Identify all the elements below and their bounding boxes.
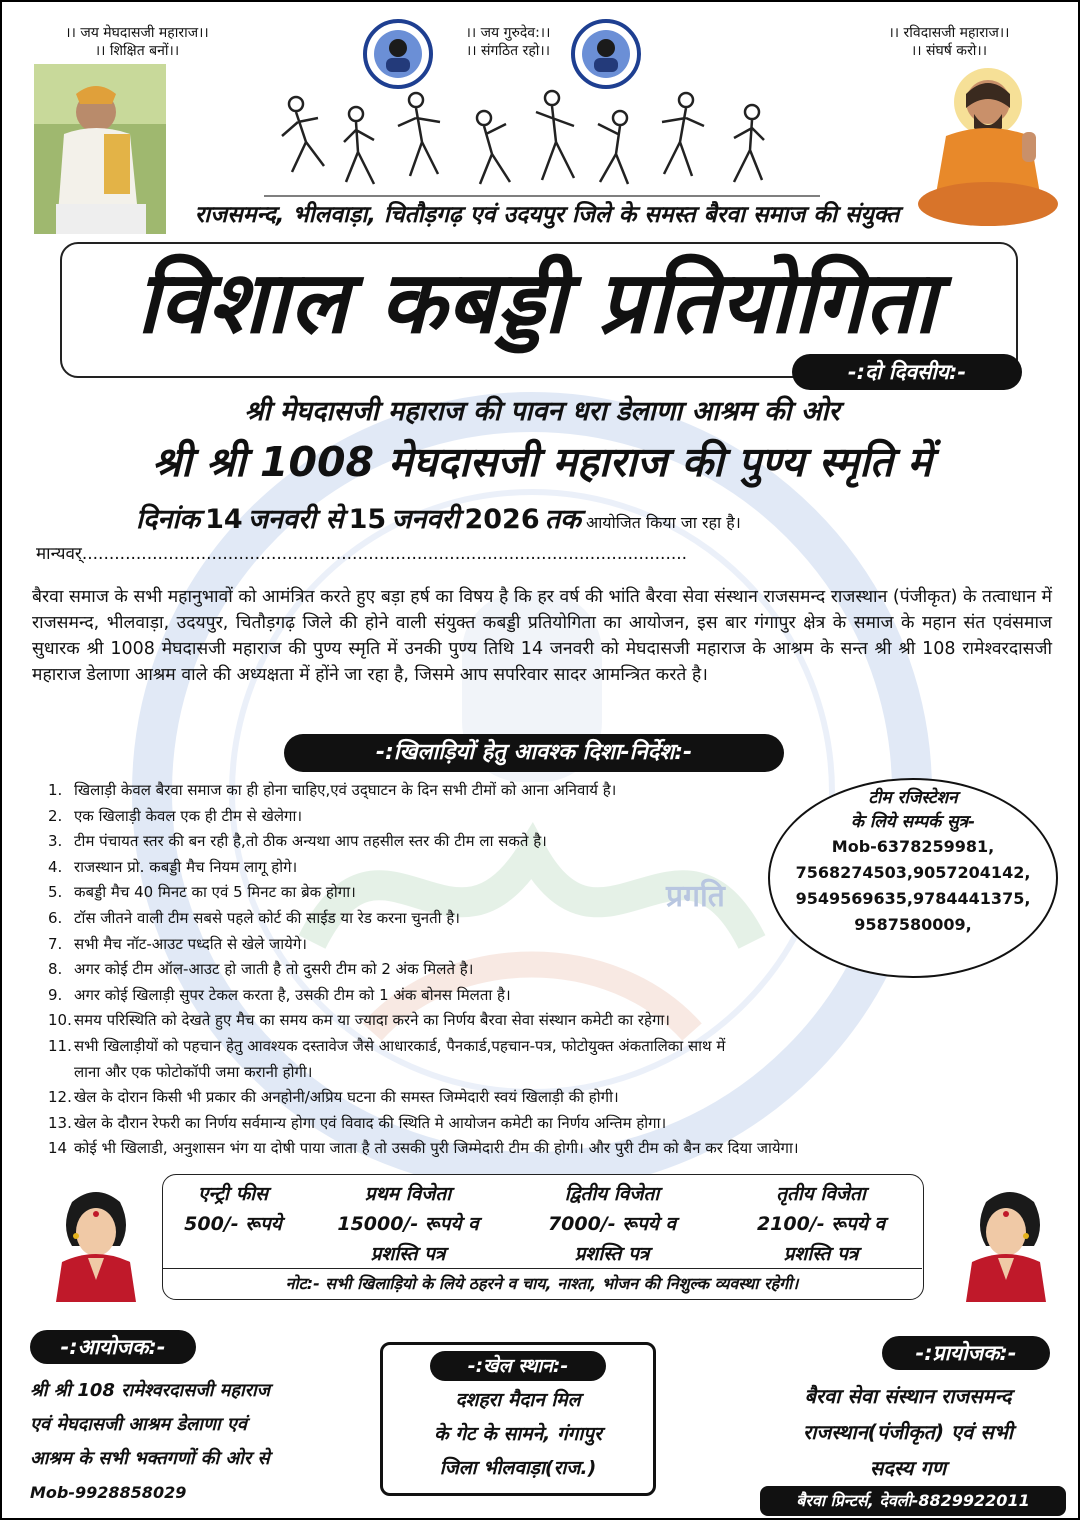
duration-badge: -:दो दिवसीय:- bbox=[792, 354, 1022, 390]
left-slogan-1: ।। जय मेघदासजी महाराज।। bbox=[65, 25, 209, 41]
first-extra: प्रशस्ति पत्र bbox=[370, 1243, 446, 1265]
entry-label: एन्ट्री फीस bbox=[198, 1183, 268, 1205]
rule-number: 10. bbox=[48, 1011, 72, 1030]
rule-number: 2. bbox=[48, 806, 63, 825]
date-end: 15 bbox=[348, 504, 387, 535]
rule-text: राजस्थान प्रो. कबड्डी मैच नियम लागू होगे। bbox=[74, 857, 298, 876]
rule-number: 8. bbox=[48, 960, 63, 979]
rule-text: खेल के दोरान किसी भी प्रकार की अनहोनी/अप्रिय घटना की समस्त जिम्मेदारी स्वयं खिलाड़ी की होगी। bbox=[74, 1088, 619, 1107]
prize-third bbox=[723, 1179, 919, 1269]
entry-value: 500/- रूपये bbox=[184, 1213, 282, 1235]
center-slogan-1: ।। जय गुरुदेव:।। bbox=[465, 25, 551, 41]
rule-text: कबड्डी मैच 40 मिनट का एवं 5 मिनट का ब्रेक होगा। bbox=[74, 883, 356, 902]
contact-line-4: 7568274503,9057204142, bbox=[795, 863, 1031, 882]
third-label: तृतीय विजेता bbox=[776, 1183, 866, 1205]
prize-entry bbox=[165, 1179, 301, 1239]
rule-item bbox=[48, 983, 1068, 1009]
organizer-heading: -:आयोजक:- bbox=[30, 1330, 196, 1364]
month-end: जनवरी bbox=[391, 504, 460, 535]
venue-line-3: जिला भीलवाड़ा(राज.) bbox=[439, 1457, 597, 1479]
rule-number: 9. bbox=[48, 985, 63, 1004]
center-slogans bbox=[442, 24, 574, 60]
right-slogan-2: ।। संघर्ष करो।। bbox=[910, 43, 988, 59]
sponsor-line-2: राजस्थान(पंजीकृत) एवं सभी bbox=[803, 1420, 1013, 1444]
rules-heading: -:खिलाड़ियों हेतु आवश्क दिशा-निर्देश:- bbox=[284, 734, 784, 772]
rule-text: अगर कोई टीम ऑल-आउट हो जाती है तो दुसरी टीम को 2 अंक मिलते है। bbox=[74, 960, 474, 979]
namaste-figure-left bbox=[32, 1182, 156, 1306]
contact-line-1: टीम रजिस्टेशन bbox=[868, 788, 958, 808]
rule-number: 4. bbox=[48, 857, 63, 876]
rule-text: एक खिलाड़ी केवल एक ही टीम से खेलेगा। bbox=[74, 806, 303, 825]
rule-text: खिलाड़ी केवल बैरवा समाज का ही होना चाहिए,एवं उद्‌घाटन के दिन सभी टीमों को आना अनिवार्य है। bbox=[74, 781, 617, 799]
center-slogan-2: ।। संगठित रहो।। bbox=[466, 43, 550, 59]
organizer-mobile: Mob-9928858029 bbox=[30, 1483, 187, 1502]
samaj-logo-left bbox=[362, 18, 434, 90]
rule-number: 12. bbox=[48, 1088, 72, 1107]
facility-note: नोट:- सभी खिलाड़ियो के लिये ठहरने व चाय, नाश्ता, भोजन की निशुल्क व्यवस्था रहेगी। bbox=[162, 1268, 922, 1297]
namaste-figure-right bbox=[946, 1182, 1070, 1306]
second-label: द्वितीय विजेता bbox=[564, 1183, 660, 1205]
first-value: 15000/- रूपये व bbox=[337, 1213, 479, 1235]
rule-item bbox=[48, 1085, 1068, 1111]
event-year: 2026 bbox=[464, 504, 540, 535]
rule-number: 11. bbox=[48, 1036, 72, 1055]
left-slogans bbox=[26, 24, 248, 60]
watermark-text: प्रगति bbox=[666, 879, 725, 914]
rule-item bbox=[48, 1034, 1068, 1060]
organizer-line-2: एवं मेघदासजी आश्रम डेलाणा एवं bbox=[30, 1414, 247, 1435]
district-line: राजसमन्द, भीलवाड़ा, चितौड़गढ़ एवं उदयपुर जिले के समस्त बैरवा समाज की संयुक्त bbox=[194, 202, 900, 228]
date-start: 14 bbox=[205, 504, 243, 535]
salutation: मान्यवर्................................................................................................................ bbox=[36, 544, 688, 564]
sponsor-line-3: सदस्य गण bbox=[869, 1456, 947, 1480]
rule-item bbox=[48, 1111, 1068, 1137]
rule-text: टीम पंचायत स्तर की बन रही है,तो ठीक अन्यथा आप तहसील स्तर की टीम ला सकते है। bbox=[74, 832, 547, 851]
rule-text: खेल के दौरान रेफरी का निर्णय सर्वमान्य होगा एवं विवाद की स्थिति मे आयोजन कमेटी का निर्णय अन्तिम होगा। bbox=[74, 1113, 667, 1132]
rule-number: 7. bbox=[48, 934, 63, 953]
rule-text: समय परिस्थिति को देखते हुए मैच का समय कम या ज्यादा करने का निर्णय बैरवा सेवा संस्थान कमेटी का रहेगा। bbox=[74, 1011, 670, 1030]
organizer-details bbox=[30, 1374, 360, 1510]
rule-text: टॉस जीतने वाली टीम सबसे पहले कोर्ट की साईड या रेड करना चुनती है। bbox=[74, 908, 460, 927]
month-start: जनवरी से bbox=[247, 504, 344, 535]
rule-text: अगर कोई खिलाड़ी सुपर टेकल करता है, उसकी टीम को 1 अंक बोनस मिलता है। bbox=[74, 985, 511, 1004]
venue-line-2: के गेट के सामने, गंगापुर bbox=[434, 1423, 602, 1445]
second-value: 7000/- रूपये व bbox=[547, 1213, 677, 1235]
left-slogan-2: ।। शिक्षित बनों।। bbox=[94, 43, 180, 59]
second-extra: प्रशस्ति पत्र bbox=[574, 1243, 650, 1265]
kabaddi-players-illustration bbox=[264, 86, 820, 202]
right-slogan-1: ।। रविदासजी महाराज।। bbox=[888, 25, 1010, 41]
venue-heading: -:खेल स्थान:- bbox=[430, 1351, 606, 1381]
prize-first bbox=[313, 1179, 503, 1269]
rule-item bbox=[48, 1136, 1068, 1162]
third-value: 2100/- रूपये व bbox=[756, 1213, 886, 1235]
rule-number: 5. bbox=[48, 883, 63, 902]
printer-credit: बैरवा प्रिन्टर्स, देवली-8829922011 bbox=[760, 1486, 1066, 1516]
meghdas-ji-photo bbox=[34, 64, 166, 234]
organizer-line-1: श्री श्री 108 रामेश्वरदासजी महाराज bbox=[30, 1380, 271, 1401]
rule-number: 6. bbox=[48, 908, 63, 927]
registration-contact bbox=[768, 778, 1058, 978]
venue-box bbox=[380, 1342, 656, 1496]
contact-line-5: 9549569635,9784441375, bbox=[795, 889, 1031, 908]
rule-item bbox=[48, 1060, 1068, 1086]
contact-line-3: Mob-6378259981, bbox=[831, 837, 995, 856]
rule-number: 14 bbox=[48, 1139, 68, 1158]
rule-number: 3. bbox=[48, 832, 63, 851]
prize-second bbox=[517, 1179, 707, 1269]
date-line bbox=[136, 498, 1056, 545]
sponsor-line-1: बैरवा सेवा संस्थान राजसमन्द bbox=[804, 1384, 1012, 1408]
rule-number: 1. bbox=[48, 781, 63, 799]
rule-text: कोई भी खिलाडी, अनुशासन भंग या दोषी पाया जाता है तो उसकी पुरी जिम्मेदारी टीम की होगी। और पुरी टीम को बैन कर दिया जायेगा। bbox=[74, 1139, 799, 1158]
event-line-2: श्री श्री 1008 मेघदासजी महाराज की पुण्य स्मृति में bbox=[152, 438, 932, 486]
sponsor-details bbox=[742, 1378, 1074, 1486]
date-to: तक bbox=[544, 504, 581, 535]
date-prefix: दिनांक bbox=[136, 504, 201, 535]
event-line-1: श्री मेघदासजी महाराज की पावन धरा डेलाणा आश्रम की ओर bbox=[244, 396, 840, 427]
rule-text: लाना और एक फोटोकॉपी जमा करानी होगी। bbox=[74, 1062, 313, 1081]
invitation-paragraph: बैरवा समाज के सभी महानुभावों को आमंत्रित करते हुए बड़ा हर्ष का विषय है कि हर वर्ष की भांति बैरवा सेवा संस्थान राजसमन्द राजस्थान (पंजीकृत) के तत्वाधान में राजसमन्द, भीलवाड़ा, उदयपुर, चितौड़गढ़ जिले की होने वाली संयुक्त कबड्डी प्रतियोगिता का आयोजन, इस बार गंगापुर क्षेत्र के समाज के महान संत एवंसमाज सुधारक श्री 1008 मेघदासजी महाराज की पुण्य स्मृति में उनकी पुण्य तिथि 14 जनवरी को मेघदासजी महाराज के आश्रम के सन्त श्री श्री 108 रामेश्वरदासजी महाराज डेलाणा आश्रम वाले की अध्यक्षता में होंने जा रहा है, जिसमे आप सपरिवार सादर आमन्त्रित करते है। bbox=[32, 587, 1052, 685]
rule-item bbox=[48, 1008, 1068, 1034]
rule-number: 13. bbox=[48, 1113, 72, 1132]
contact-line-2: के लिये सम्पर्क सुत्र- bbox=[850, 812, 976, 832]
rule-text: सभी मैच नॉट-आउट पध्दति से खेले जायेगे। bbox=[74, 934, 307, 953]
main-title: विशाल कबड्डी प्रतियोगिता bbox=[136, 253, 938, 353]
third-extra: प्रशस्ति पत्र bbox=[783, 1243, 859, 1265]
date-suffix: आयोजित किया जा रहा है। bbox=[585, 513, 741, 532]
organizer-line-3: आश्रम के सभी भक्तगणों की ओर से bbox=[30, 1448, 270, 1469]
sponsor-heading: -:प्रायोजक:- bbox=[882, 1336, 1050, 1370]
contact-line-6: 9587580009, bbox=[854, 915, 972, 934]
rule-text: सभी खिलाड़ीयों को पहचान हेतु आवश्यक दस्तावेज जैसे आधारकार्ड, पैनकार्ड,पहचान-पत्र, फोटोयुक्त अंकतालिका साथ में bbox=[74, 1036, 726, 1055]
samaj-logo-right bbox=[570, 18, 642, 90]
first-label: प्रथम विजेता bbox=[364, 1183, 452, 1205]
venue-line-1: दशहरा मैदान मिल bbox=[455, 1389, 581, 1411]
